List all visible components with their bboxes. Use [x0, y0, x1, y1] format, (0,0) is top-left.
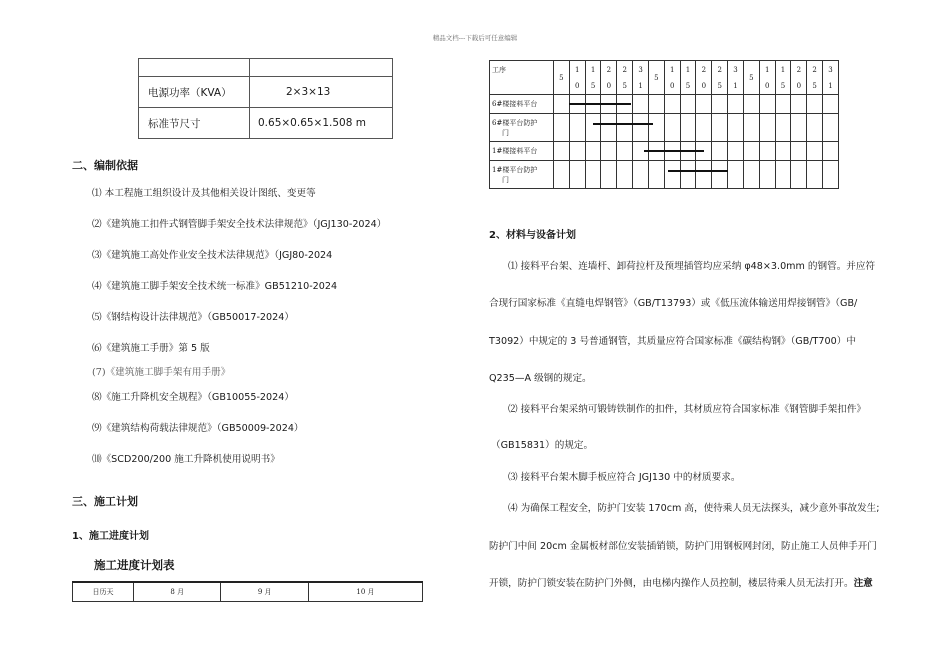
- day-digit: 2: [796, 65, 802, 74]
- day-digit: 1: [590, 65, 596, 74]
- section-heading: 三、施工计划: [72, 495, 138, 508]
- day-digit: 5: [685, 81, 691, 90]
- paragraph-line: Q235—A 级钢的规定。: [489, 373, 592, 384]
- day-column-header: [759, 61, 775, 95]
- month-cell: 8 月: [134, 582, 221, 602]
- day-digit: 5: [780, 81, 786, 90]
- task-label: [490, 95, 554, 114]
- gantt-cell: [759, 114, 775, 142]
- day-column-header: [554, 61, 570, 95]
- list-item: ⑹《建筑施工手册》第 5 版: [92, 343, 210, 354]
- paragraph-line: 合现行国家标准《直缝电焊钢管》（GB/T13793）或《低压流体输送用焊接钢管》（GB/: [489, 298, 858, 309]
- gantt-cell: [554, 161, 570, 189]
- gantt-bar: [668, 170, 728, 172]
- gantt-cell: [601, 142, 617, 161]
- gantt-cell: [791, 161, 807, 189]
- day-digit: 0: [669, 81, 675, 90]
- day-digit: 1: [764, 65, 770, 74]
- gantt-cell: [633, 95, 649, 114]
- spec-cell: [139, 59, 250, 77]
- gantt-row: [490, 161, 839, 189]
- gantt-cell: [728, 142, 744, 161]
- task-label: [490, 161, 554, 189]
- gantt-bar: [644, 150, 704, 152]
- section-heading: 2、材料与设备计划: [489, 230, 576, 241]
- gantt-cell: [664, 95, 680, 114]
- gantt-cell: [823, 142, 839, 161]
- section-heading: 二、编制依据: [72, 159, 138, 172]
- day-column-header: [617, 61, 633, 95]
- day-digit: 1: [828, 81, 833, 90]
- day-column-header: [664, 61, 680, 95]
- task-name-line: 6#楼平台防护: [492, 118, 538, 127]
- list-item: (7)《建筑施工脚手架有用手册》: [92, 367, 231, 378]
- paragraph-line: T3092）中规定的 3 号普通钢管，其质量应符合国家标准《碳结构钢》（GB/T700）中: [489, 336, 856, 347]
- gantt-cell: [791, 142, 807, 161]
- task-name-line: 6#楼接料平台: [492, 100, 538, 108]
- day-digit: 2: [701, 65, 707, 74]
- calendar-table: [72, 581, 423, 602]
- gantt-cell: [791, 114, 807, 142]
- task-name-line: 门: [502, 128, 509, 137]
- month-cell: 10 月: [308, 582, 422, 602]
- gantt-bar: [593, 123, 653, 125]
- gantt-cell: [680, 95, 696, 114]
- gantt-cell: [728, 114, 744, 142]
- day-column-header: [569, 61, 585, 95]
- gantt-cell: [743, 114, 759, 142]
- gantt-cell: [743, 95, 759, 114]
- gantt-cell: [807, 142, 823, 161]
- gantt-cell: [585, 142, 601, 161]
- day-digit: 1: [685, 65, 691, 74]
- day-column-header: [601, 61, 617, 95]
- gantt-cell: [712, 161, 728, 189]
- gantt-table: [489, 60, 839, 189]
- gantt-cell: [554, 95, 570, 114]
- gantt-cell: [617, 161, 633, 189]
- list-item: ⑵《建筑施工扣件式钢管脚手架安全技术法律规范》（JGJ130-2024）: [92, 219, 387, 230]
- day-column-header: [648, 61, 664, 95]
- day-column-header: [728, 61, 744, 95]
- gantt-cell: [743, 161, 759, 189]
- gantt-cell: [680, 161, 696, 189]
- gantt-cell: [585, 161, 601, 189]
- day-digit: 1: [780, 65, 786, 74]
- gantt-cell: [696, 114, 712, 142]
- day-digit: 1: [669, 65, 675, 74]
- task-label: [490, 114, 554, 142]
- gantt-cell: [648, 114, 664, 142]
- paragraph-line: ⑷ 为确保工程安全，防护门安装 170cm 高，使待乘人员无法探头，减少意外事故发生;: [508, 503, 880, 514]
- gantt-cell: [633, 161, 649, 189]
- gantt-cell: [554, 114, 570, 142]
- emphasis-text: 注意: [853, 578, 873, 589]
- day-digit: 1: [638, 81, 643, 90]
- day-column-header: [791, 61, 807, 95]
- day-digit: 2: [622, 65, 627, 74]
- spec-value: 2×3×13: [250, 77, 393, 108]
- calendar-label: 日历天: [73, 582, 134, 602]
- day-digit: 3: [638, 65, 643, 74]
- gantt-cell: [759, 161, 775, 189]
- day-column-header: [775, 61, 791, 95]
- gantt-cell: [664, 114, 680, 142]
- day-digit: 5: [559, 73, 564, 82]
- gantt-cell: [807, 161, 823, 189]
- day-digit: 0: [575, 81, 580, 90]
- gantt-cell: [743, 142, 759, 161]
- day-digit: 2: [812, 65, 817, 74]
- paragraph-line: ⑴ 接料平台架、连墙杆、卸荷拉杆及预埋插管均应采纳 φ48×3.0mm 的钢管。并应符: [508, 261, 876, 272]
- day-column-header: [823, 61, 839, 95]
- gantt-cell: [823, 161, 839, 189]
- day-digit: 5: [717, 81, 722, 90]
- gantt-cell: [648, 95, 664, 114]
- gantt-cell: [823, 95, 839, 114]
- gantt-cell: [680, 114, 696, 142]
- gantt-row: [490, 114, 839, 142]
- task-name-line: 门: [502, 175, 509, 184]
- list-item: ⑽《SCD200/200 施工升降机使用说明书》: [92, 454, 280, 465]
- list-item: ⑸《钢结构设计法律规范》（GB50017-2024）: [92, 312, 294, 323]
- gantt-cell: [807, 95, 823, 114]
- day-digit: 1: [733, 81, 738, 90]
- day-digit: 1: [575, 65, 580, 74]
- gantt-cell: [601, 161, 617, 189]
- gantt-cell: [696, 161, 712, 189]
- paragraph-line: ⑶ 接料平台架木脚手板应符合 JGJ130 中的材质要求。: [508, 472, 741, 483]
- gantt-cell: [617, 142, 633, 161]
- subsection-heading: 1、施工进度计划: [72, 531, 149, 542]
- gantt-cell: [712, 142, 728, 161]
- day-digit: 5: [590, 81, 596, 90]
- gantt-cell: [759, 95, 775, 114]
- gantt-cell: [775, 142, 791, 161]
- day-digit: 3: [828, 65, 833, 74]
- list-item: ⑼《建筑结构荷载法律规范》（GB50009-2024）: [92, 423, 304, 434]
- gantt-cell: [775, 161, 791, 189]
- day-column-header: [807, 61, 823, 95]
- day-digit: 2: [606, 65, 612, 74]
- day-column-header: [696, 61, 712, 95]
- list-item: ⑷《建筑施工脚手架安全技术统一标准》GB51210-2024: [92, 281, 338, 292]
- gantt-cell: [601, 114, 617, 142]
- gantt-bar: [569, 103, 631, 105]
- list-item: ⑻《施工升降机安全规程》（GB10055-2024）: [92, 392, 294, 403]
- day-digit: 0: [796, 81, 802, 90]
- day-column-header: [585, 61, 601, 95]
- gantt-row: [490, 95, 839, 114]
- day-column-header: [680, 61, 696, 95]
- page-header: 精品文档---下载后可任意编辑: [432, 34, 518, 42]
- gantt-cell: [728, 161, 744, 189]
- gantt-cell: [633, 114, 649, 142]
- month-cell: 9 月: [221, 582, 308, 602]
- paragraph-line: [489, 575, 879, 589]
- gantt-cell: [759, 142, 775, 161]
- day-digit: 5: [812, 81, 817, 90]
- task-name-line: 1#楼平台防护: [492, 165, 538, 174]
- day-column-header: [633, 61, 649, 95]
- gantt-cell: [696, 95, 712, 114]
- task-label: [490, 142, 554, 161]
- gantt-cell: [823, 114, 839, 142]
- day-digit: 0: [764, 81, 770, 90]
- day-digit: 5: [654, 73, 659, 82]
- gantt-header-label: 工序: [490, 61, 554, 95]
- gantt-cell: [791, 95, 807, 114]
- task-name-line: 1#楼接料平台: [492, 147, 538, 155]
- gantt-cell: [569, 161, 585, 189]
- spec-cell: [250, 59, 393, 77]
- spec-label: 标准节尺寸: [139, 108, 250, 139]
- gantt-cell: [775, 114, 791, 142]
- gantt-cell: [712, 95, 728, 114]
- paragraph-line: 防护门中间 20cm 金属板材部位安装插销锁，防护门用钢板网封闭，防止施工人员伸手开门: [489, 541, 877, 552]
- gantt-cell: [648, 161, 664, 189]
- gantt-cell: [712, 114, 728, 142]
- paragraph-text: 开锁，防护门锁安装在防护门外侧，由电梯内操作人员控制，楼层待乘人员无法打开。: [489, 578, 854, 589]
- table-title: 施工进度计划表: [94, 558, 175, 572]
- day-digit: 5: [749, 73, 754, 82]
- paragraph-line: （GB15831）的规定。: [491, 440, 594, 451]
- gantt-cell: [617, 114, 633, 142]
- day-digit: 2: [717, 65, 722, 74]
- list-item: ⑴ 本工程施工组织设计及其他相关设计图纸、变更等: [92, 188, 316, 199]
- gantt-cell: [569, 142, 585, 161]
- gantt-cell: [775, 95, 791, 114]
- gantt-cell: [728, 95, 744, 114]
- day-digit: 3: [733, 65, 738, 74]
- gantt-cell: [569, 114, 585, 142]
- spec-label: 电源功率（KVA）: [139, 77, 250, 108]
- list-item: ⑶《建筑施工高处作业安全技术法律规范》（JGJ80-2024: [92, 250, 333, 261]
- gantt-cell: [585, 114, 601, 142]
- gantt-cell: [664, 161, 680, 189]
- day-digit: 0: [701, 81, 707, 90]
- spec-value: 0.65×0.65×1.508 m: [250, 108, 393, 139]
- gantt-cell: [554, 142, 570, 161]
- day-column-header: [743, 61, 759, 95]
- day-column-header: [712, 61, 728, 95]
- gantt-cell: [807, 114, 823, 142]
- day-digit: 0: [606, 81, 612, 90]
- day-digit: 5: [622, 81, 627, 90]
- spec-table: [138, 58, 393, 139]
- paragraph-line: ⑵ 接料平台架采纳可锻铸铁制作的扣件，其材质应符合国家标准《钢管脚手架扣件》: [508, 404, 867, 415]
